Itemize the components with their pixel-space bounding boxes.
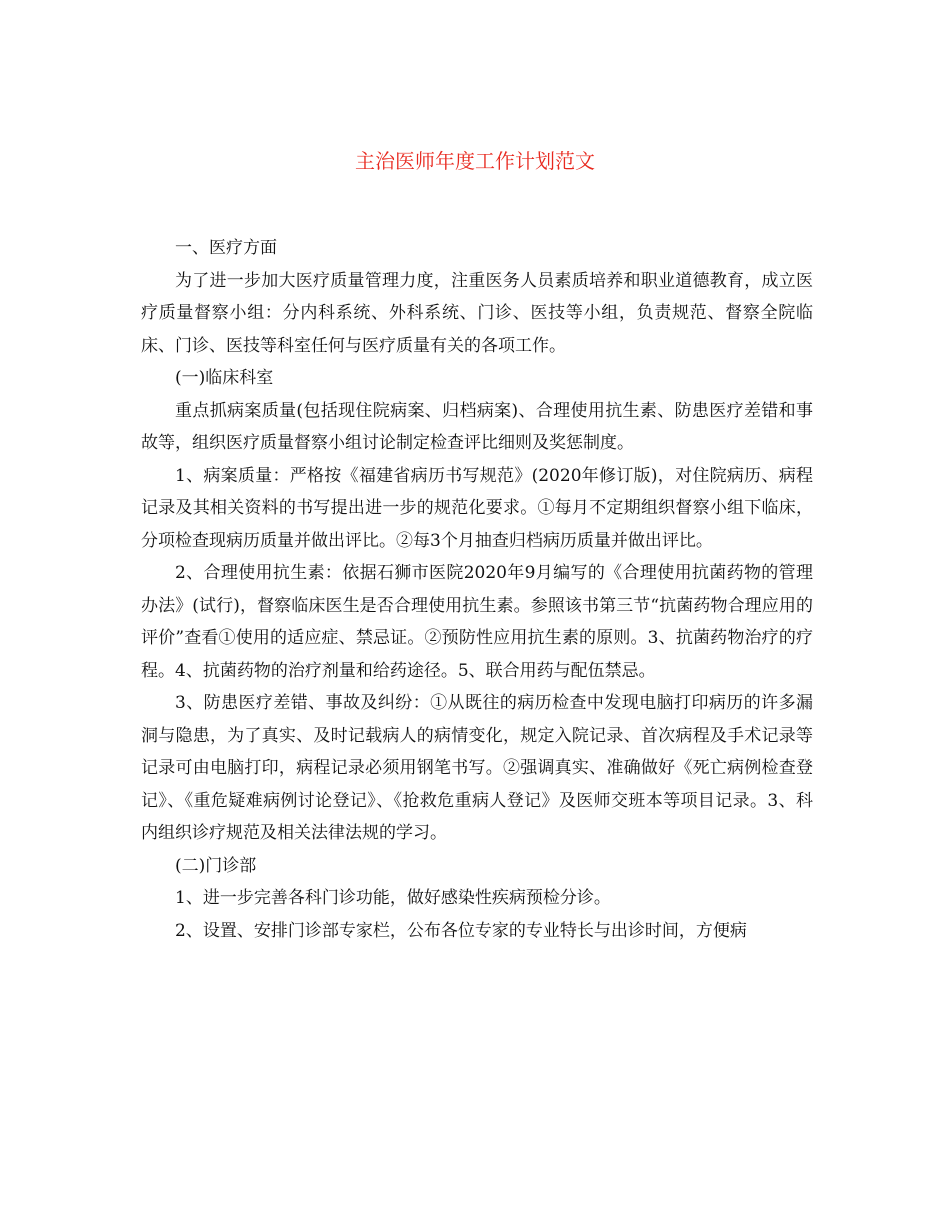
paragraph: 2、设置、安排门诊部专家栏，公布各位专家的专业特长与出诊时间，方便病	[175, 920, 747, 941]
subsection-heading: (二)门诊部	[175, 855, 257, 876]
paragraph: 2、合理使用抗生素：依据石狮市医院2020年9月编写的《合理使用抗菌药物的管理办法》(试行)，督察临床医生是否合理使用抗生素。参照该书第三节“抗菌药物合理应用的评价”查看①使用的适应症、禁忌证。②预防性应用抗生素的原则。3、抗菌药物治疗的疗程。4、抗菌药物的治疗剂量和给药途径。5、联合用药与配伍禁忌。	[141, 563, 813, 681]
document-title: 主治医师年度工作计划范文	[355, 149, 595, 173]
document-body	[141, 232, 813, 947]
paragraph: 1、病案质量：严格按《福建省病历书写规范》(2020年修订版)，对住院病历、病程记录及其相关资料的书写提出进一步的规范化要求。①每月不定期组织督察小组下临床，分项检查现病历质量并做出评比。②每3个月抽查归档病历质量并做出评比。	[141, 465, 813, 551]
subsection-heading: (一)临床科室	[175, 368, 274, 388]
section-heading: 一、医疗方面	[175, 238, 277, 258]
paragraph: 1、进一步完善各科门诊功能，做好感染性疾病预检分诊。	[175, 888, 611, 908]
paragraph: 3、防患医疗差错、事故及纠纷：①从既往的病历检查中发现电脑打印病历的许多漏洞与隐患，为了真实、及时记载病人的病情变化，规定入院记录、首次病程及手术记录等记录可由电脑打印，病程记录必须用钢笔书写。②强调真实、准确做好《死亡病例检查登记》、《重危疑难病例讨论登记》、《抢救危重病人登记》及医师交班本等项目记录。3、科内组织诊疗规范及相关法律法规的学习。	[141, 693, 813, 843]
paragraph: 为了进一步加大医疗质量管理力度，注重医务人员素质培养和职业道德教育，成立医疗质量督察小组：分内科系统、外科系统、门诊、医技等小组，负责规范、督察全院临床、门诊、医技等科室任何与医疗质量有关的各项工作。	[141, 270, 813, 356]
paragraph: 重点抓病案质量(包括现住院病案、归档病案)、合理使用抗生素、防患医疗差错和事故等，组织医疗质量督察小组讨论制定检查评比细则及奖惩制度。	[141, 400, 813, 453]
